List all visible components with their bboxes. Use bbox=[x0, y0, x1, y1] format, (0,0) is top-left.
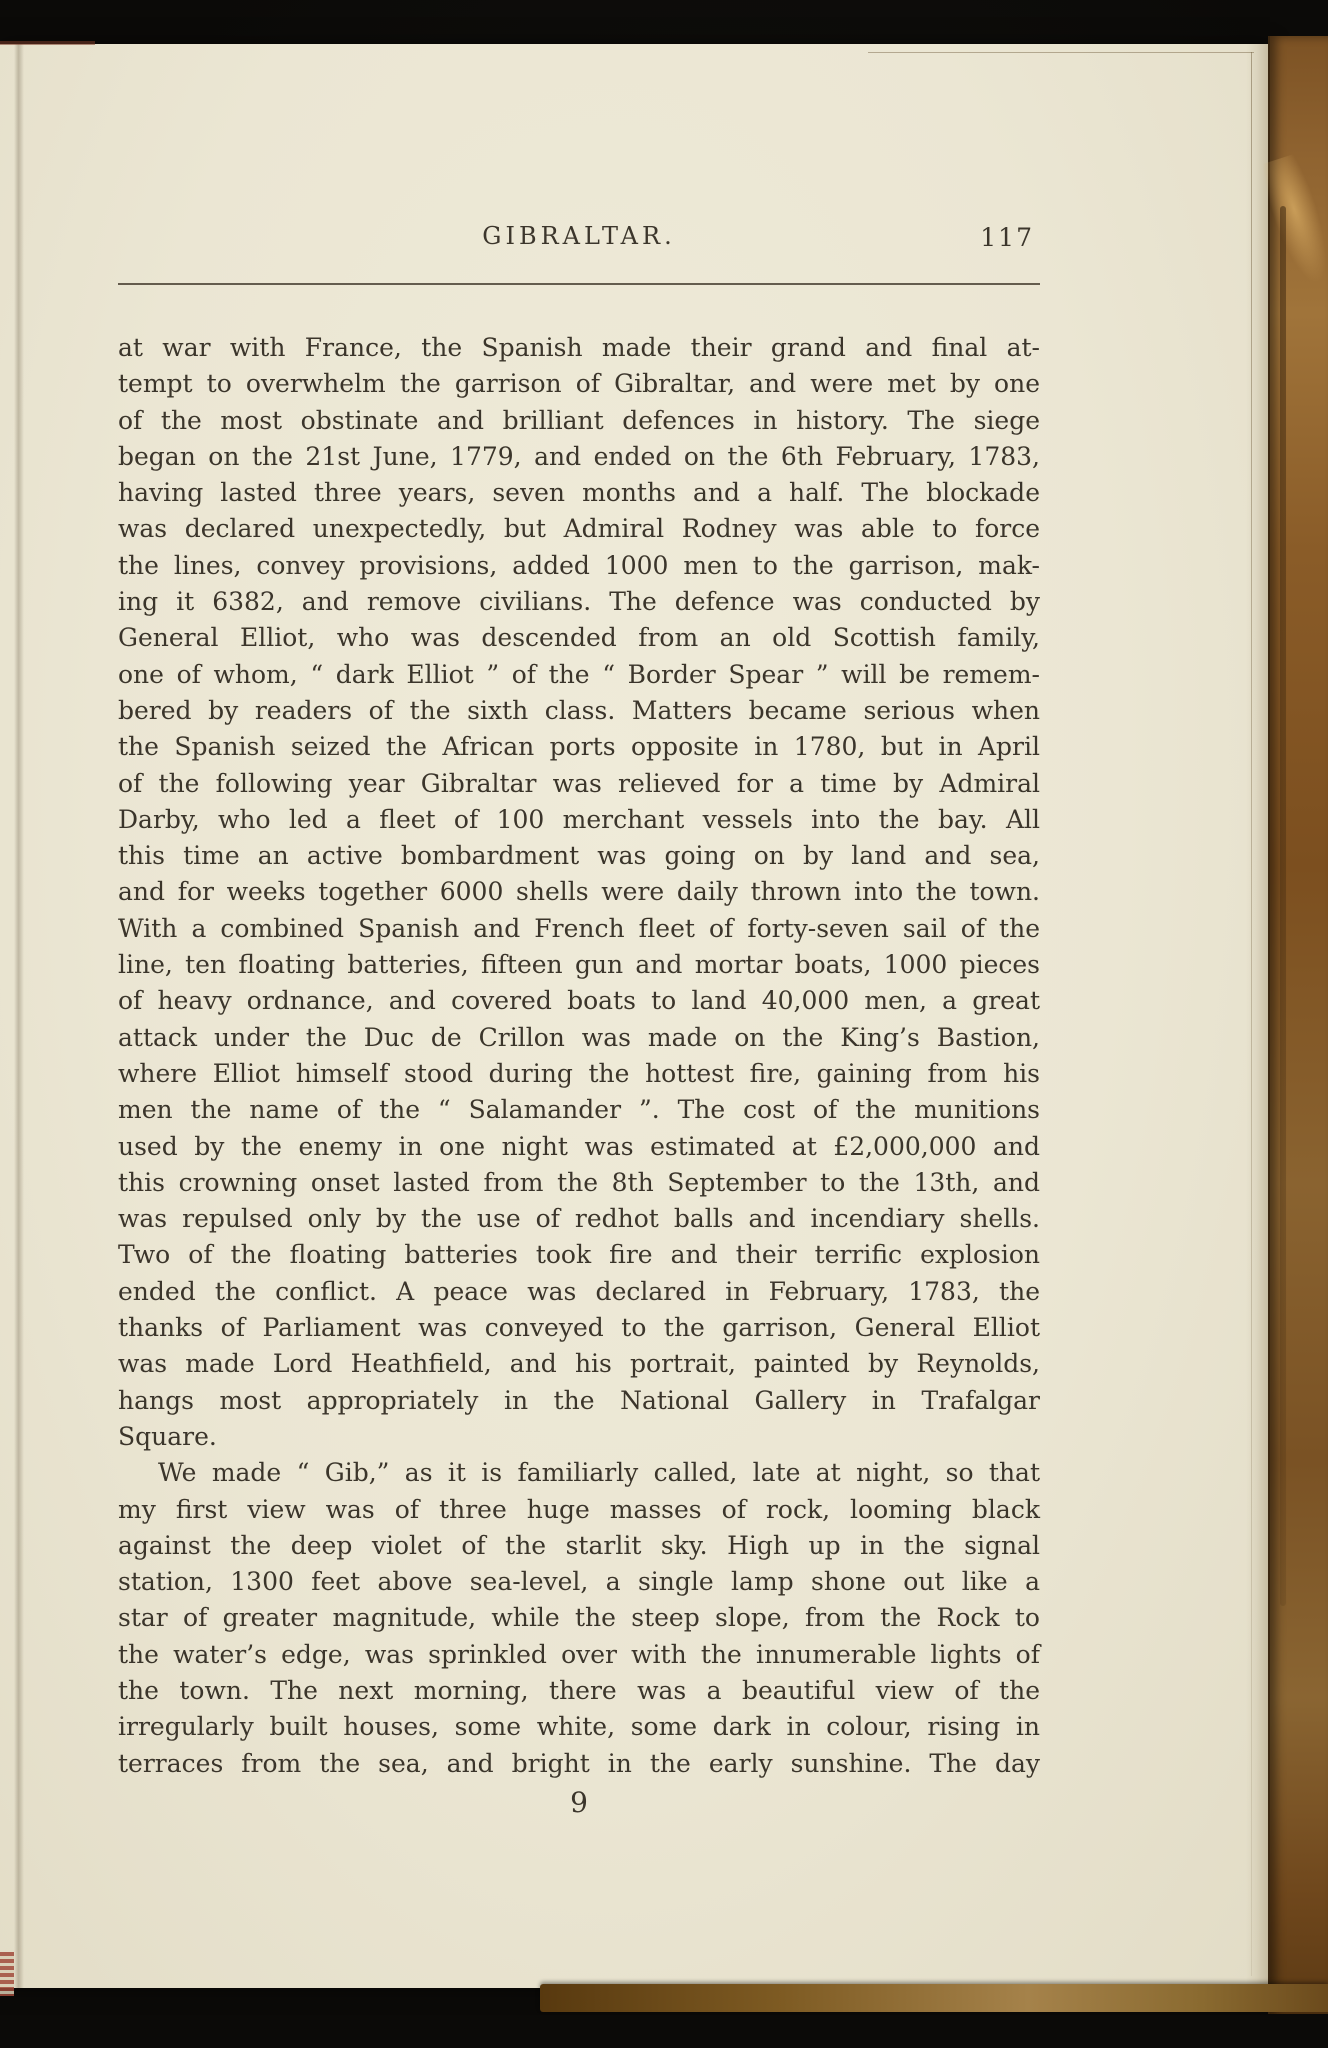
text-line: this crowning onset lasted from the 8th September to the 13th, and bbox=[118, 1167, 1040, 1197]
page-body bbox=[118, 330, 1040, 1782]
text-line: of the following year Gibraltar was relieved for a time by Admiral bbox=[118, 768, 1040, 798]
book-cover-bottom-edge bbox=[540, 1984, 1328, 2012]
text-line: Square. bbox=[118, 1421, 217, 1451]
text-line: the lines, convey provisions, added 1000 men to the garrison, mak- bbox=[118, 550, 1040, 580]
text-line: began on the 21st June, 1779, and ended on the 6th February, 1783, bbox=[118, 441, 1040, 471]
text-line: one of whom, “ dark Elliot ” of the “ Border Spear ” will be remem- bbox=[118, 659, 1040, 689]
text-line: of heavy ordnance, and covered boats to land 40,000 men, a great bbox=[118, 986, 1040, 1016]
page-emboss-line-vertical bbox=[1251, 52, 1252, 1976]
text-line: terraces from the sea, and bright in the early sunshine. The day bbox=[118, 1748, 1040, 1778]
text-line: We made “ Gib,” as it is familiarly called, late at night, so that bbox=[158, 1458, 1040, 1488]
book-page bbox=[0, 44, 1270, 1988]
text-line: was made Lord Heathfield, and his portrait, painted by Reynolds, bbox=[118, 1349, 1040, 1379]
text-line: the Spanish seized the African ports opposite in 1780, but in April bbox=[118, 732, 1040, 762]
page-top-edge-sliver bbox=[0, 41, 95, 45]
text-line: station, 1300 feet above sea-level, a single lamp shone out like a bbox=[118, 1567, 1040, 1597]
page-edge-shadow bbox=[1246, 44, 1270, 1988]
text-line: irregularly built houses, some white, some dark in colour, rising in bbox=[118, 1712, 1040, 1742]
header-rule bbox=[118, 283, 1040, 285]
page-header-title: GIBRALTAR. bbox=[482, 222, 676, 250]
running-header bbox=[118, 222, 1040, 256]
page-gutter-crease bbox=[14, 44, 24, 1988]
text-line: having lasted three years, seven months and a half. The blockade bbox=[118, 478, 1040, 508]
book-cover-edge bbox=[1268, 36, 1328, 2014]
text-line: attack under the Duc de Crillon was made on the King’s Bastion, bbox=[118, 1022, 1040, 1052]
text-line: ing it 6382, and remove civilians. The defence was conducted by bbox=[118, 587, 1040, 617]
text-line: line, ten floating batteries, fifteen gun and mortar boats, 1000 pieces bbox=[118, 950, 1040, 980]
signature-mark: 9 bbox=[570, 1786, 588, 1819]
text-line: against the deep violet of the starlit sky. High up in the signal bbox=[118, 1530, 1040, 1560]
text-line: of the most obstinate and brilliant defences in history. The siege bbox=[118, 405, 1040, 435]
text-line: men the name of the “ Salamander ”. The cost of the munitions bbox=[118, 1095, 1040, 1125]
text-line: star of greater magnitude, while the steep slope, from the Rock to bbox=[118, 1603, 1040, 1633]
text-line: Two of the floating batteries took fire and their terrific explosion bbox=[118, 1240, 1040, 1270]
text-line: where Elliot himself stood during the hottest fire, gaining from his bbox=[118, 1058, 1040, 1088]
text-line: was declared unexpectedly, but Admiral Rodney was able to force bbox=[118, 514, 1040, 544]
text-line: my first view was of three huge masses of rock, looming black bbox=[118, 1494, 1040, 1524]
text-line: General Elliot, who was descended from an old Scottish family, bbox=[118, 623, 1040, 653]
text-line: the water’s edge, was sprinkled over with the innumerable lights of bbox=[118, 1639, 1040, 1669]
text-line: hangs most appropriately in the National Gallery in Trafalgar bbox=[118, 1385, 1040, 1415]
text-line: used by the enemy in one night was estimated at £2,000,000 and bbox=[118, 1131, 1040, 1161]
page-number: 117 bbox=[980, 223, 1034, 252]
text-line: Darby, who led a fleet of 100 merchant vessels into the bay. All bbox=[118, 804, 1040, 834]
page-emboss-line-horizontal bbox=[868, 52, 1254, 53]
text-line: bered by readers of the sixth class. Matters became serious when bbox=[118, 695, 1040, 725]
text-line: ended the conflict. A peace was declared in February, 1783, the bbox=[118, 1276, 1040, 1306]
text-line: at war with France, the Spanish made their grand and final at- bbox=[118, 333, 1040, 362]
text-line: this time an active bombardment was going on by land and sea, bbox=[118, 841, 1040, 871]
text-line: and for weeks together 6000 shells were daily thrown into the town. bbox=[118, 877, 1040, 907]
text-line: was repulsed only by the use of redhot balls and incendiary shells. bbox=[118, 1204, 1040, 1234]
text-line: tempt to overwhelm the garrison of Gibraltar, and were met by one bbox=[118, 369, 1040, 399]
marbled-page-edges bbox=[0, 1952, 14, 1996]
text-line: With a combined Spanish and French fleet of forty-seven sail of the bbox=[118, 913, 1040, 943]
text-line: thanks of Parliament was conveyed to the garrison, General Elliot bbox=[118, 1313, 1040, 1343]
text-line: the town. The next morning, there was a beautiful view of the bbox=[118, 1675, 1040, 1705]
